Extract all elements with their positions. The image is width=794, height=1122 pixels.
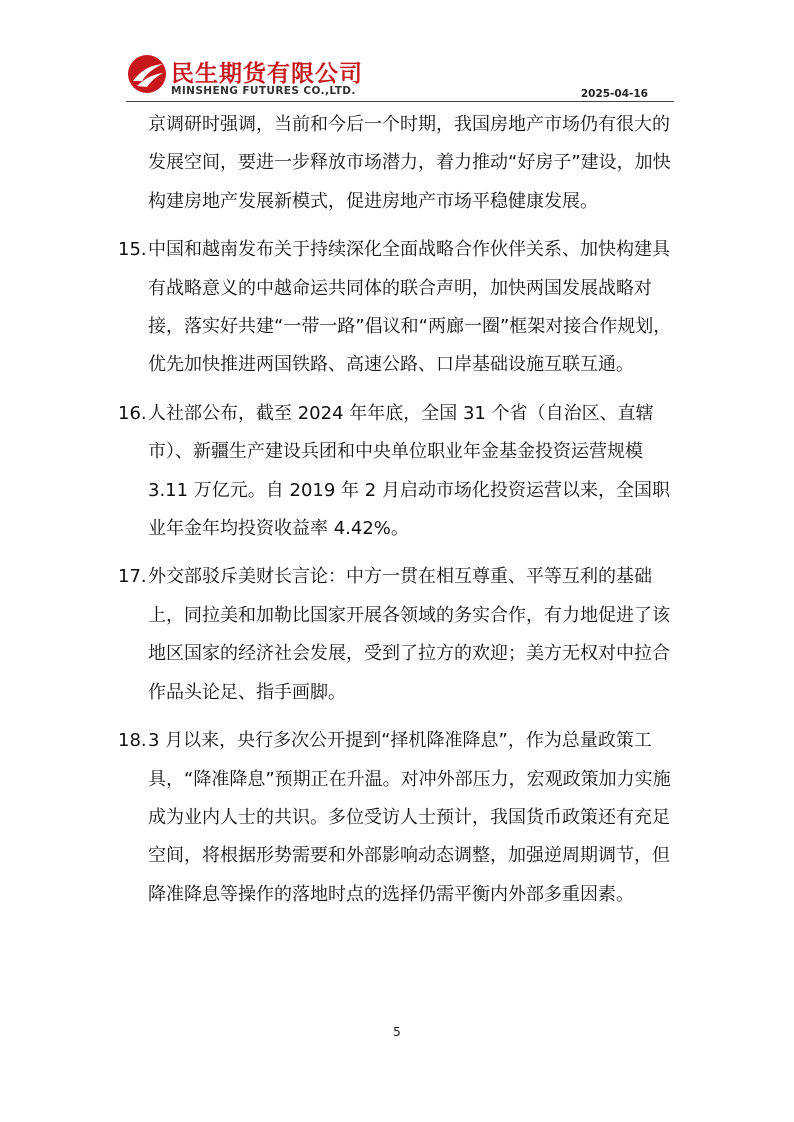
report-date: 2025-04-16: [580, 88, 648, 100]
page-number: 5: [393, 1025, 401, 1039]
document-body: [118, 106, 678, 924]
page-header: [0, 0, 794, 104]
item-text: 外交部驳斥美财长言论：中方一贯在相互尊重、平等互利的基础上，同拉美和加勒比国家开展各领域的务实合作，有力地促进了该地区国家的经济社会发展，受到了拉方的欢迎；美方无权对中拉合作品头论足、指手画脚。: [148, 566, 670, 703]
item-number: 16.: [118, 402, 147, 424]
item-text: 人社部公布，截至 2024 年年底，全国 31 个省（自治区、直辖市）、新疆生产建设兵团和中央单位职业年金基金投资运营规模 3.11 万亿元。自 2019 年 2 月启动市场化投资运营以来，全国职业年金年均投资收益率 4.42%。: [148, 402, 670, 540]
item-number: 17.: [118, 566, 147, 588]
header-divider: [126, 101, 674, 102]
news-item-15: [118, 231, 678, 385]
company-name-en: MINSHENG FUTURES CO.,LTD.: [171, 85, 356, 97]
company-name-cn: 民生期货有限公司: [171, 61, 363, 87]
news-item-17: [118, 558, 678, 712]
item-number: 18.: [118, 730, 147, 752]
item-text: 中国和越南发布关于持续深化全面战略合作伙伴关系、加快构建具有战略意义的中越命运共同体的联合声明，加快两国发展战略对接，落实好共建“一带一路”倡议和“两廊一圈”框架对接合作规划，优先加快推进两国铁路、高速公路、口岸基础设施互联互通。: [148, 239, 672, 376]
continued-paragraph: 京调研时强调，当前和今后一个时期，我国房地产市场仍有很大的发展空间，要进一步释放市场潜力，着力推动“好房子”建设，加快构建房地产发展新模式，促进房地产市场平稳健康发展。: [148, 114, 671, 212]
item-text: 3 月以来，央行多次公开提到“择机降准降息”，作为总量政策工具，“降准降息”预期正在升温。对冲外部压力，宏观政策加力实施成为业内人士的共识。多位受访人士预计，我国货币政策还有充足空间，将根据形势需要和外部影响动态调整，加强逆周期调节，但降准降息等操作的落地时点的选择仍需平衡内外部多重因素。: [148, 730, 671, 905]
minsheng-logo-icon: [127, 54, 167, 94]
item-number: 15.: [118, 239, 147, 261]
news-item-18: [118, 722, 678, 914]
news-item-16: [118, 395, 678, 549]
